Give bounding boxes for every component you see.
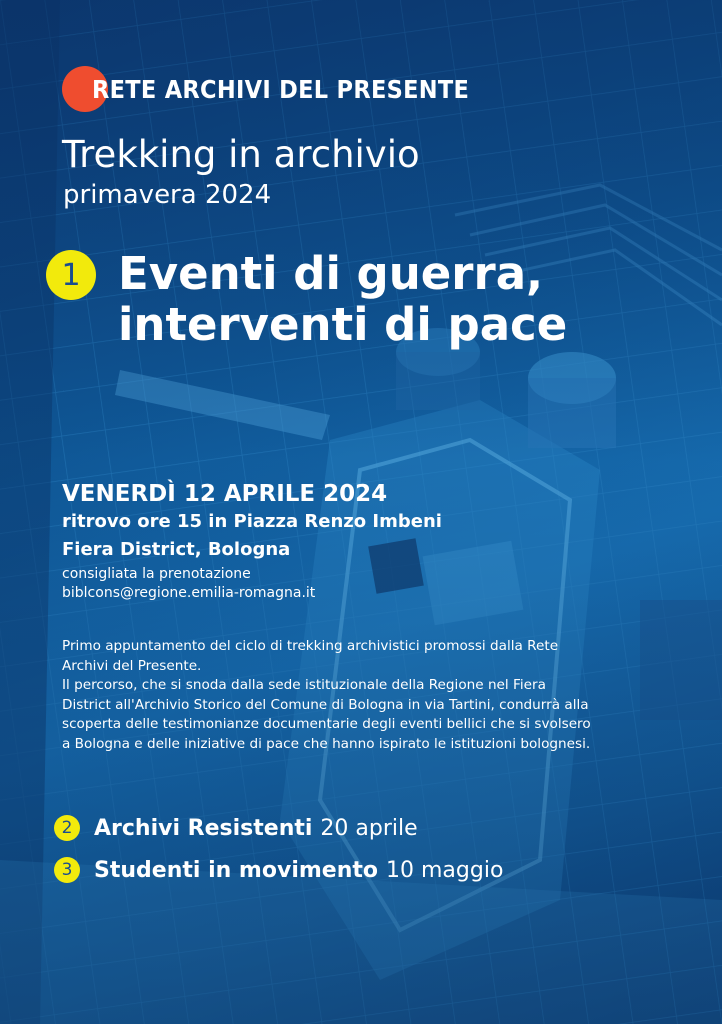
next-event-title: Studenti in movimento <box>94 857 378 883</box>
booking-note: consigliata la prenotazione <box>62 566 251 582</box>
next-event-number-badge: 3 <box>54 857 80 883</box>
description-line: Il percorso, che si snoda dalla sede istituzionale della Regione nel Fiera <box>62 677 546 694</box>
next-event-3 <box>54 853 503 887</box>
network-logo <box>62 66 469 112</box>
event-date: VENERDÌ 12 APRILE 2024 <box>62 481 388 507</box>
next-event-number-badge: 2 <box>54 815 80 841</box>
description-line: District all'Archivio Storico del Comune di Bologna in via Tartini, condurrà alla <box>62 696 589 713</box>
next-event-date: 10 maggio <box>386 857 504 883</box>
event-title-line-1: Eventi di guerra, <box>118 247 544 300</box>
event-title <box>118 248 567 350</box>
series-season: primavera 2024 <box>63 180 272 210</box>
network-name: RETE ARCHIVI DEL PRESENTE <box>92 74 470 104</box>
event-meeting-point: ritrovo ore 15 in Piazza Renzo Imbeni <box>62 511 442 532</box>
description-line: Primo appuntamento del ciclo di trekking archivistici promossi dalla Rete <box>62 638 559 654</box>
event-number-badge: 1 <box>46 250 96 300</box>
description-line: a Bologna e delle iniziative di pace che hanno ispirato le istituzioni bolognesi. <box>62 735 591 752</box>
next-event-2 <box>54 811 418 845</box>
description-line: scoperta delle testimonianze documentarie degli eventi bellici che si svolsero <box>62 716 591 733</box>
series-title: Trekking in archivio <box>62 133 420 176</box>
next-event-date: 20 aprile <box>320 815 418 841</box>
event-description <box>62 637 672 755</box>
description-line: Archivi del Presente. <box>62 657 202 674</box>
booking-email-link[interactable]: biblcons@regione.emilia-romagna.it <box>62 585 316 601</box>
event-place: Fiera District, Bologna <box>62 539 291 560</box>
event-title-line-2: interventi di pace <box>118 298 568 351</box>
next-event-title: Archivi Resistenti <box>94 815 313 841</box>
